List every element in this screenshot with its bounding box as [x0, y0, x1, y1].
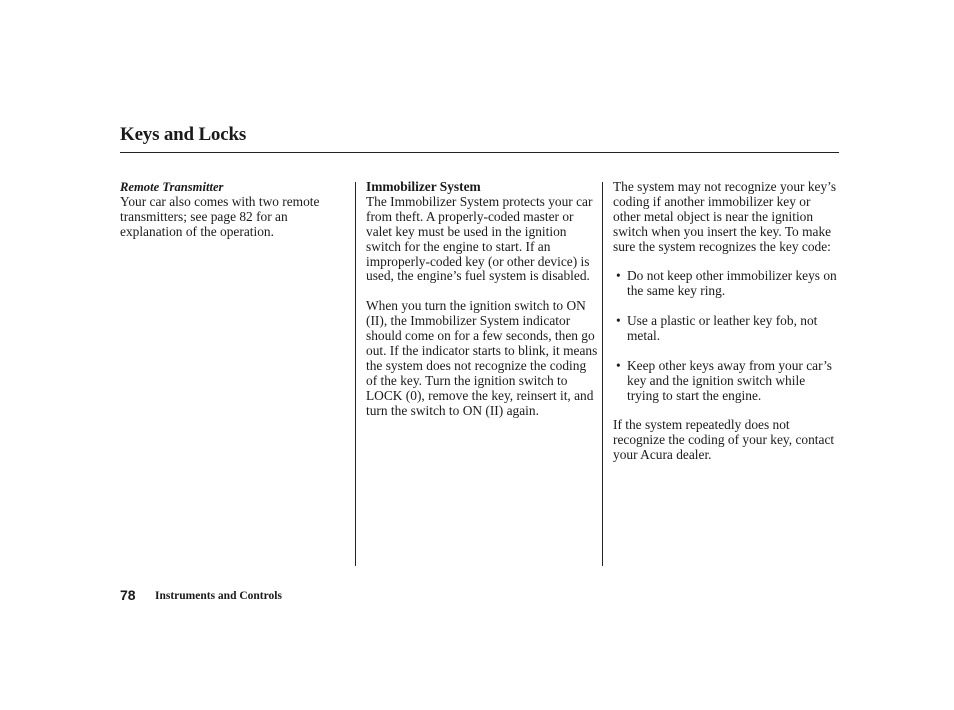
immobilizer-paragraph-1: The Immobilizer System protects your car from theft. A properly-coded master or valet key must be used in the ignition switch for the engine to start. If an improperly-coded key (or other device) is used, the engine’s fuel system is disabled. — [366, 193, 593, 284]
remote-transmitter-text: Your car also comes with two remote transmitters; see page 82 for an explanation of the operation. — [120, 193, 320, 239]
paragraph-gap — [366, 284, 598, 299]
paragraph-gap — [613, 255, 839, 270]
immobilizer-paragraph-2: When you turn the ignition switch to ON (II), the Immobilizer System indicator should come on for a few seconds, then go out. If the indicator starts to blink, it means the system does not recognize the coding of the key. Turn the ignition switch to LOCK (0), remove the key, reinsert it, and turn the switch to ON (II) again. — [366, 298, 598, 418]
list-item — [613, 269, 839, 299]
key-recognition-intro: The system may not recognize your key’s coding if another immobilizer key or other metal object is near the ignition switch when you insert the key. To make sure the system recognizes the key code: — [613, 179, 837, 254]
key-recognition-outro: If the system repeatedly does not recognize the coding of your key, contact your Acura dealer. — [613, 417, 835, 463]
remote-transmitter-heading: Remote Transmitter — [120, 180, 224, 194]
bullet-icon: • — [616, 268, 621, 284]
list-item-text: Use a plastic or leather key fob, not metal. — [627, 313, 818, 344]
page-number: 78 — [120, 587, 136, 603]
key-tips-list — [613, 269, 839, 403]
column-immobilizer-system — [366, 180, 598, 418]
section-name: Instruments and Controls — [155, 590, 282, 602]
bullet-icon: • — [616, 313, 621, 329]
title-rule — [120, 152, 839, 153]
column-key-recognition — [613, 180, 839, 463]
list-item — [613, 314, 839, 344]
column-divider-2 — [602, 182, 603, 566]
bullet-icon: • — [616, 357, 621, 373]
list-item-text: Do not keep other immobilizer keys on the same key ring. — [627, 268, 837, 299]
column-divider-1 — [355, 182, 356, 566]
list-item — [613, 359, 839, 404]
column-remote-transmitter — [120, 180, 352, 240]
immobilizer-heading: Immobilizer System — [366, 179, 481, 194]
list-item-text: Keep other keys away from your car’s key and the ignition switch while trying to start the engine. — [627, 357, 832, 403]
page-title: Keys and Locks — [120, 124, 247, 145]
